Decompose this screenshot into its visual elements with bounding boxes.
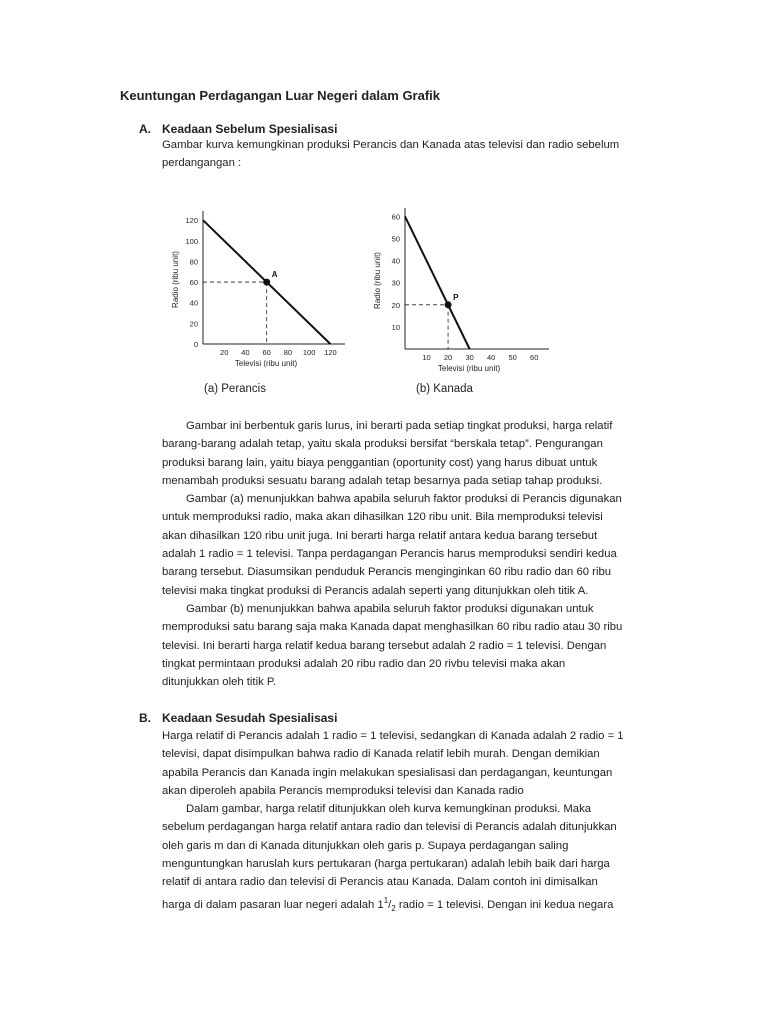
y-tick-label: 60 — [189, 278, 198, 288]
x-tick-label: 20 — [220, 348, 229, 357]
text-line: televisi, dapat disimpulkan bahwa radio di Kanada relatif lebih murah. Dengan demikian — [162, 748, 600, 761]
section-b-heading — [139, 711, 337, 725]
y-tick-label: 120 — [185, 216, 198, 226]
text-segment: harga di dalam pasaran luar negeri adalah 1 — [162, 898, 384, 911]
text-line: apabila Perancis dan Kanada ingin melakukan spesialisasi dan perdagangan, keuntungan — [162, 766, 613, 779]
point-marker — [445, 301, 452, 308]
point-label: P — [453, 292, 459, 302]
fraction-slash: / — [388, 898, 392, 911]
fraction-denominator: 2 — [391, 903, 396, 913]
x-tick-label: 30 — [465, 353, 474, 362]
text-line: relatif di antara radio dan televisi di Perancis atau Kanada. Dalam contoh ini dimisalkan — [162, 876, 598, 889]
x-tick-label: 60 — [530, 353, 539, 362]
x-tick-label: 100 — [302, 348, 316, 357]
text-line: menguntungkan haruslah kurs pertukaran (harga pertukaran) adalah lebih baik dari harga — [162, 858, 610, 871]
point-label: A — [271, 270, 278, 280]
section-a-heading — [139, 122, 337, 136]
text-line: produksi barang lain, yaitu biaya penggantian (oportunity cost) yang harus dibuat untuk — [162, 456, 598, 469]
x-tick-label: 50 — [508, 353, 517, 362]
y-tick-label: 10 — [391, 322, 400, 332]
text-line: menambah produksi sesuatu barang adalah tetap besarnya pada setiap tahap produksi. — [162, 474, 603, 487]
text-line: barang tersebut. Diasumsikan penduduk Perancis menginginkan 60 ribu radio dan 60 ribu — [162, 566, 612, 579]
section-a-intro — [162, 136, 652, 173]
section-a-body — [162, 417, 652, 691]
text-line: ditunjukkan oleh titik P. — [162, 676, 277, 689]
text-line: akan diperoleh apabila Perancis memproduksi televisi dan Kanada radio — [162, 784, 524, 797]
text-line: televisi. Ini berarti harga relatif kedua barang tersebut adalah 2 radio = 1 televisi. Dengan — [162, 639, 607, 652]
x-tick-label: 120 — [324, 348, 337, 357]
x-axis-label: Televisi (ribu unit) — [437, 364, 501, 373]
x-tick-label: 60 — [262, 348, 271, 357]
text-line: tingkat permintaan produksi adalah 20 ribu radio dan 20 rivbu televisi maka akan — [162, 657, 566, 670]
text-line: akan dihasilkan 120 ribu unit juga. Ini berarti harga relatif antara kedua barang tersebut — [162, 529, 598, 542]
fraction-numerator: 1 — [383, 895, 389, 905]
y-axis-label: Radio (ribu unit) — [373, 252, 382, 309]
x-tick-label: 40 — [486, 353, 496, 362]
section-b-title: Keadaan Sesudah Spesialisasi — [162, 711, 338, 725]
y-tick-label: 50 — [391, 234, 400, 244]
text-line: untuk memproduksi radio, maka akan dihasilkan 120 ribu unit. Bila memproduksi televisi — [162, 511, 603, 524]
section-b-letter: B. — [139, 711, 151, 725]
section-a-title: Keadaan Sebelum Spesialisasi — [162, 122, 338, 136]
text-line: oleh garis m dan di Kanada ditunjukkan oleh garis p. Supaya perdagangan saling — [162, 839, 569, 852]
y-tick-label: 20 — [189, 319, 198, 329]
text-line: Dalam gambar, harga relatif ditunjukkan oleh kurva kemungkinan produksi. Maka — [186, 803, 592, 816]
text-line: memproduksi satu barang saja maka Kanada dapat menghasilkan 60 ribu radio atau 30 ribu — [162, 621, 623, 634]
text-line: barang-barang adalah tetap, yaitu skala produksi bersifat “berskala tetap”. Pengurangan — [162, 438, 603, 451]
y-tick-label: 60 — [391, 212, 400, 222]
text-line: Gambar ini berbentuk garis lurus, ini berarti pada setiap tingkat produksi, harga relatif — [186, 420, 613, 432]
text-line: Harga relatif di Perancis adalah 1 radio = 1 televisi, sedangkan di Kanada adalah 2 radio = 1 — [162, 730, 624, 742]
text-line: sebelum perdagangan harga relatif antara radio dan televisi di Perancis adalah ditunjukkan — [162, 821, 617, 834]
point-marker — [263, 279, 270, 286]
y-tick-label: 20 — [391, 300, 400, 310]
x-tick-label: 80 — [283, 348, 293, 357]
y-tick-label: 30 — [391, 278, 400, 288]
chart-b-caption: (b) Kanada — [416, 383, 473, 395]
text-line: Gambar kurva kemungkinan produksi Perancis dan Kanada atas televisi dan radio sebelum — [162, 139, 620, 151]
y-tick-label: 0 — [193, 340, 198, 349]
y-tick-label: 100 — [185, 236, 198, 246]
chart-perancis — [160, 200, 360, 380]
chart-a-caption: (a) Perancis — [204, 383, 266, 395]
text-line: adalah 1 radio = 1 televisi. Tanpa perdagangan Perancis harus memproduksi sendiri kedua — [162, 548, 617, 561]
text-line: televisi maka tingkat produksi di Perancis adalah seperti yang ditunjukkan oleh titik A. — [162, 584, 589, 597]
chart-kanada — [362, 200, 562, 380]
y-tick-label: 40 — [189, 298, 198, 308]
y-tick-label: 80 — [189, 257, 198, 267]
text-line: Gambar (b) menunjukkan bahwa apabila seluruh faktor produksi digunakan untuk — [186, 602, 594, 615]
text-line: Gambar (a) menunjukkan bahwa apabila seluruh faktor produksi di Perancis digunakan — [186, 493, 622, 506]
section-b-body — [162, 727, 652, 918]
text-segment: radio = 1 televisi. Dengan ini kedua negara — [395, 898, 614, 911]
section-a-letter: A. — [139, 122, 151, 136]
x-tick-label: 10 — [422, 353, 431, 362]
document-title: Keuntungan Perdagangan Luar Negeri dalam Grafik — [120, 88, 441, 103]
text-line: perdangangan : — [162, 157, 242, 170]
y-tick-label: 40 — [391, 256, 400, 266]
y-axis-label: Radio (ribu unit) — [171, 251, 180, 308]
ppf-line — [405, 216, 470, 349]
x-axis-label: Televisi (ribu unit) — [234, 359, 298, 368]
x-tick-label: 40 — [241, 348, 250, 357]
x-tick-label: 20 — [443, 353, 453, 362]
text-line — [162, 892, 652, 918]
